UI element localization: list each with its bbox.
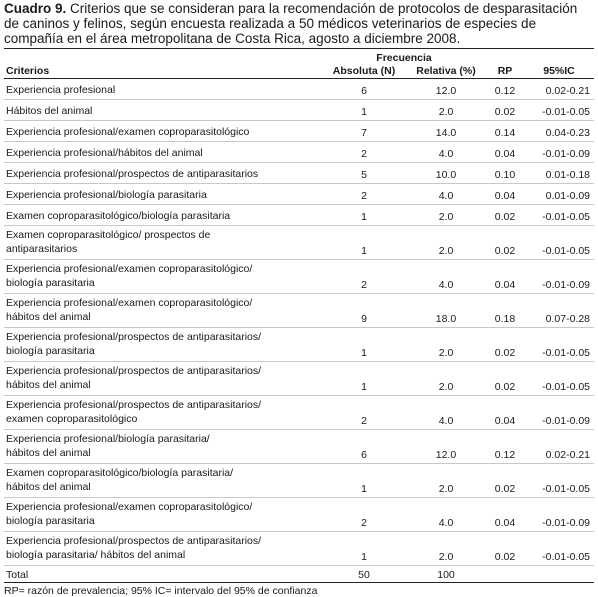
criterio-line: hábitos del animal xyxy=(6,480,91,493)
ic-cell: -0.01-0.09 xyxy=(524,142,594,163)
absoluta-cell: 6 xyxy=(322,79,406,100)
criterio-cell xyxy=(4,430,322,464)
rp-cell: 0.02 xyxy=(486,100,524,121)
criterio-line: hábitos del animal xyxy=(6,446,91,459)
criterio-line: Experiencia profesional/examen coproparasitológico/ xyxy=(6,262,253,275)
caption-text: Criterios que se consideran para la recomendación de protocolos de desparasitación de caninos y felinos, según encuesta realizada a 50 médicos veterinarios de especies de compañía en el área metropolitana de Costa Rica, agosto a diciembre 2008. xyxy=(4,1,578,46)
ic-cell: -0.01-0.05 xyxy=(524,464,594,498)
criterio-line: Hábitos del animal xyxy=(6,105,93,117)
relativa-cell: 18.0 xyxy=(406,294,486,328)
rp-cell: 0.02 xyxy=(486,362,524,396)
table-body xyxy=(4,79,594,583)
table-row xyxy=(4,226,594,260)
ic-cell: 0.02-0.21 xyxy=(524,430,594,464)
ic-cell: -0.01-0.05 xyxy=(524,226,594,260)
criterio-line: Experiencia profesional/examen coproparasitológico/ xyxy=(6,296,253,309)
criterio-line: antiparasitarios xyxy=(6,242,78,255)
criterio-line: Experiencia profesional/hábitos del animal xyxy=(6,147,203,159)
criterio-cell xyxy=(4,121,322,142)
criterio-line: Experiencia profesional/biología parasitaria/ xyxy=(6,432,210,445)
table-row xyxy=(4,121,594,142)
table-row xyxy=(4,205,594,226)
criterio-cell xyxy=(4,532,322,566)
footnote: RP= razón de prevalencia; 95% IC= intervalo del 95% de confianza xyxy=(4,585,318,597)
ic-cell: -0.01-0.09 xyxy=(524,396,594,430)
criterio-line: biología parasitaria/ hábitos del animal xyxy=(6,548,186,561)
absoluta-cell: 2 xyxy=(322,396,406,430)
criterio-line: Examen coproparasitológico/biología parasitaria/ xyxy=(6,466,234,479)
criterio-cell xyxy=(4,328,322,362)
relativa-cell: 2.0 xyxy=(406,205,486,226)
rp-cell: 0.14 xyxy=(486,121,524,142)
table-row xyxy=(4,532,594,566)
relativa-cell: 2.0 xyxy=(406,100,486,121)
header-rp: RP xyxy=(486,64,524,79)
criterio-cell xyxy=(4,464,322,498)
rp-cell: 0.04 xyxy=(486,142,524,163)
rp-cell: 0.02 xyxy=(486,464,524,498)
relativa-cell: 4.0 xyxy=(406,142,486,163)
criterio-line: Experiencia profesional/examen coproparasitológico xyxy=(6,126,250,138)
header-criterios: Criterios xyxy=(4,64,322,79)
absoluta-cell: 2 xyxy=(322,184,406,205)
relativa-cell: 2.0 xyxy=(406,362,486,396)
table-row xyxy=(4,498,594,532)
relativa-cell: 12.0 xyxy=(406,430,486,464)
ic-cell: -0.01-0.05 xyxy=(524,100,594,121)
absoluta-cell: 9 xyxy=(322,294,406,328)
relativa-cell: 2.0 xyxy=(406,328,486,362)
criterio-line: hábitos del animal xyxy=(6,310,91,323)
criterio-cell xyxy=(4,498,322,532)
ic-cell: 0.01-0.09 xyxy=(524,184,594,205)
ic-cell: -0.01-0.05 xyxy=(524,362,594,396)
rp-cell: 0.02 xyxy=(486,328,524,362)
criterio-line: examen coproparasitológico xyxy=(6,412,138,425)
rp-cell: 0.12 xyxy=(486,79,524,100)
absoluta-cell: 1 xyxy=(322,328,406,362)
absoluta-cell: 1 xyxy=(322,464,406,498)
total-row xyxy=(4,566,594,583)
table-row xyxy=(4,142,594,163)
rp-cell: 0.02 xyxy=(486,226,524,260)
criterio-cell xyxy=(4,205,322,226)
table-row xyxy=(4,100,594,121)
rp-cell: 0.02 xyxy=(486,532,524,566)
table-row xyxy=(4,430,594,464)
relativa-cell: 2.0 xyxy=(406,464,486,498)
ic-cell: 0.02-0.21 xyxy=(524,79,594,100)
table-row xyxy=(4,396,594,430)
table-row xyxy=(4,163,594,184)
rp-cell: 0.04 xyxy=(486,260,524,294)
relativa-cell: 4.0 xyxy=(406,184,486,205)
ic-cell: -0.01-0.09 xyxy=(524,260,594,294)
absoluta-cell: 1 xyxy=(322,226,406,260)
total-n-cell: 50 xyxy=(322,566,406,583)
table-row xyxy=(4,184,594,205)
criterio-cell xyxy=(4,142,322,163)
criterio-cell xyxy=(4,260,322,294)
ic-cell: -0.01-0.05 xyxy=(524,205,594,226)
criterio-line: Experiencia profesional/prospectos de antiparasitarios/ xyxy=(6,364,262,377)
table-row xyxy=(4,362,594,396)
criterio-line: Experiencia profesional/examen coproparasitológico/ xyxy=(6,500,253,513)
table-row xyxy=(4,328,594,362)
table-caption xyxy=(4,1,594,46)
criterio-cell xyxy=(4,396,322,430)
total-label-cell: Total xyxy=(4,566,322,583)
ic-cell: -0.01-0.09 xyxy=(524,498,594,532)
table-row xyxy=(4,464,594,498)
table-row xyxy=(4,79,594,100)
criterio-cell xyxy=(4,226,322,260)
criterio-cell xyxy=(4,294,322,328)
criterio-line: Experiencia profesional/prospectos de antiparasitarios xyxy=(6,168,259,180)
criterio-line: biología parasitaria xyxy=(6,276,95,289)
document-page xyxy=(4,1,594,597)
ic-cell: 0.01-0.18 xyxy=(524,163,594,184)
absoluta-cell: 6 xyxy=(322,430,406,464)
header-absoluta: Absoluta (N) xyxy=(322,64,406,79)
criterio-line: Experiencia profesional/prospectos de antiparasitarios/ xyxy=(6,398,262,411)
criterio-line: Experiencia profesional xyxy=(6,84,116,96)
criterio-line: biología parasitaria xyxy=(6,514,95,527)
absoluta-cell: 1 xyxy=(322,532,406,566)
criterio-line: Examen coproparasitológico/biología parasitaria xyxy=(6,210,231,222)
rp-cell: 0.18 xyxy=(486,294,524,328)
criterio-cell xyxy=(4,100,322,121)
rp-cell: 0.04 xyxy=(486,498,524,532)
absoluta-cell: 1 xyxy=(322,205,406,226)
absoluta-cell: 2 xyxy=(322,142,406,163)
rp-cell: 0.12 xyxy=(486,430,524,464)
rp-cell: 0.04 xyxy=(486,396,524,430)
relativa-cell: 2.0 xyxy=(406,226,486,260)
ic-cell: -0.01-0.05 xyxy=(524,328,594,362)
relativa-cell: 12.0 xyxy=(406,79,486,100)
criterio-line: hábitos del animal xyxy=(6,378,91,391)
header-frecuencia: Frecuencia xyxy=(322,49,486,65)
absoluta-cell: 2 xyxy=(322,498,406,532)
ic-cell: 0.07-0.28 xyxy=(524,294,594,328)
criteria-table xyxy=(4,48,594,583)
criterio-line: biología parasitaria xyxy=(6,344,95,357)
header-ic: 95%IC xyxy=(524,64,594,79)
rp-cell: 0.02 xyxy=(486,205,524,226)
criterio-cell xyxy=(4,163,322,184)
criterio-cell xyxy=(4,79,322,100)
criterio-cell xyxy=(4,362,322,396)
relativa-cell: 4.0 xyxy=(406,260,486,294)
relativa-cell: 14.0 xyxy=(406,121,486,142)
absoluta-cell: 2 xyxy=(322,260,406,294)
caption-label: Cuadro 9. xyxy=(4,1,67,16)
absoluta-cell: 1 xyxy=(322,100,406,121)
ic-cell: -0.01-0.05 xyxy=(524,532,594,566)
criterio-line: Experiencia profesional/prospectos de antiparasitarios/ xyxy=(6,330,262,343)
relativa-cell: 4.0 xyxy=(406,498,486,532)
criterio-line: Examen coproparasitológico/ prospectos de xyxy=(6,228,211,241)
table-row xyxy=(4,294,594,328)
ic-cell: 0.04-0.23 xyxy=(524,121,594,142)
rp-cell: 0.04 xyxy=(486,184,524,205)
absoluta-cell: 7 xyxy=(322,121,406,142)
relativa-cell: 2.0 xyxy=(406,532,486,566)
absoluta-cell: 1 xyxy=(322,362,406,396)
criterio-line: Experiencia profesional/prospectos de antiparasitarios/ xyxy=(6,534,262,547)
criterio-cell xyxy=(4,184,322,205)
total-pct-cell: 100 xyxy=(406,566,486,583)
rp-cell: 0.10 xyxy=(486,163,524,184)
criterio-line: Experiencia profesional/biología parasitaria xyxy=(6,189,207,201)
relativa-cell: 4.0 xyxy=(406,396,486,430)
table-row xyxy=(4,260,594,294)
relativa-cell: 10.0 xyxy=(406,163,486,184)
absoluta-cell: 5 xyxy=(322,163,406,184)
header-relativa: Relativa (%) xyxy=(406,64,486,79)
